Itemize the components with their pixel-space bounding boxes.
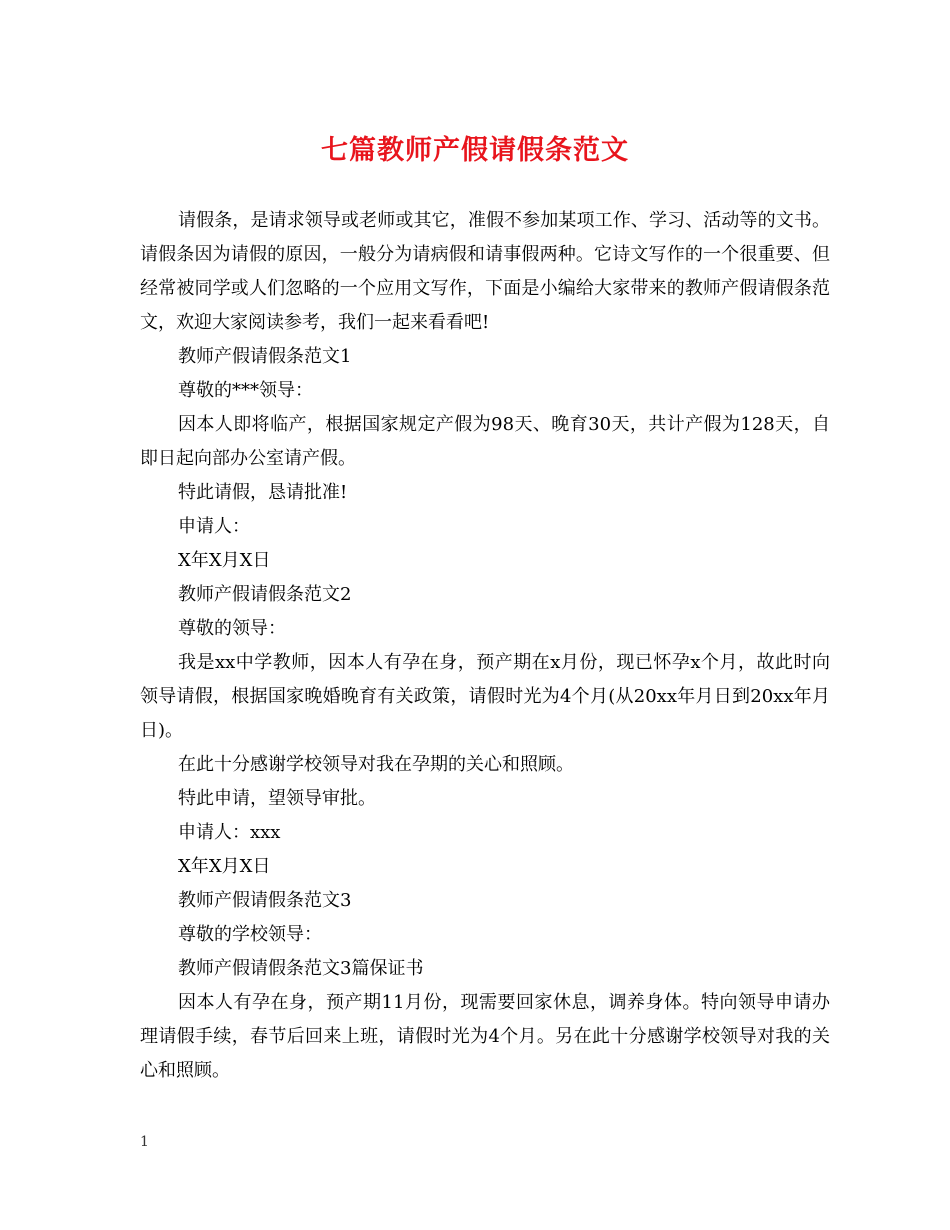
date-2: X年X月X日 <box>178 856 271 877</box>
document-body <box>140 204 830 1088</box>
body-paragraph-3: 因本人有孕在身，预产期11月份，现需要回家休息，调养身体。特向领导申请办理请假手续，春节后回来上班，请假时光为4个月。另在此十分感谢学校领导对我的关心和照顾。 <box>140 992 830 1081</box>
section-heading-2: 教师产假请假条范文2 <box>178 584 352 605</box>
salutation-3: 尊敬的学校领导： <box>178 924 322 945</box>
body-paragraph-1: 因本人即将临产，根据国家规定产假为98天、晚育30天，共计产假为128天，自即日起向部办公室请产假。 <box>140 414 830 469</box>
salutation-1: 尊敬的***领导： <box>178 380 313 401</box>
section-heading-3: 教师产假请假条范文3 <box>178 890 352 911</box>
intro-paragraph: 请假条，是请求领导或老师或其它，准假不参加某项工作、学习、活动等的文书。请假条因为请假的原因，一般分为请病假和请事假两种。它诗文写作的一个很重要、但经常被同学或人们忽略的一个应用文写作，下面是小编给大家带来的教师产假请假条范文，欢迎大家阅读参考，我们一起来看看吧! <box>140 210 830 333</box>
salutation-2: 尊敬的领导： <box>178 618 286 639</box>
page-number: 1 <box>140 1134 149 1150</box>
date-1: X年X月X日 <box>178 550 271 571</box>
closing-2: 特此申请，望领导审批。 <box>178 788 376 809</box>
body-paragraph-2: 我是xx中学教师，因本人有孕在身，预产期在x月份，现已怀孕x个月，故此时向领导请假，根据国家晚婚晚育有关政策，请假时光为4个月(从20xx年月日到20xx年月日)。 <box>140 652 830 741</box>
applicant-2: 申请人：xxx <box>178 822 281 843</box>
closing-1: 特此请假，恳请批准! <box>178 482 348 503</box>
applicant-1: 申请人： <box>178 516 250 537</box>
document-title: 七篇教师产假请假条范文 <box>321 135 629 166</box>
subheading-3: 教师产假请假条范文3篇保证书 <box>178 958 424 979</box>
thanks-paragraph-2: 在此十分感谢学校领导对我在孕期的关心和照顾。 <box>178 754 574 775</box>
section-heading-1: 教师产假请假条范文1 <box>178 346 352 367</box>
